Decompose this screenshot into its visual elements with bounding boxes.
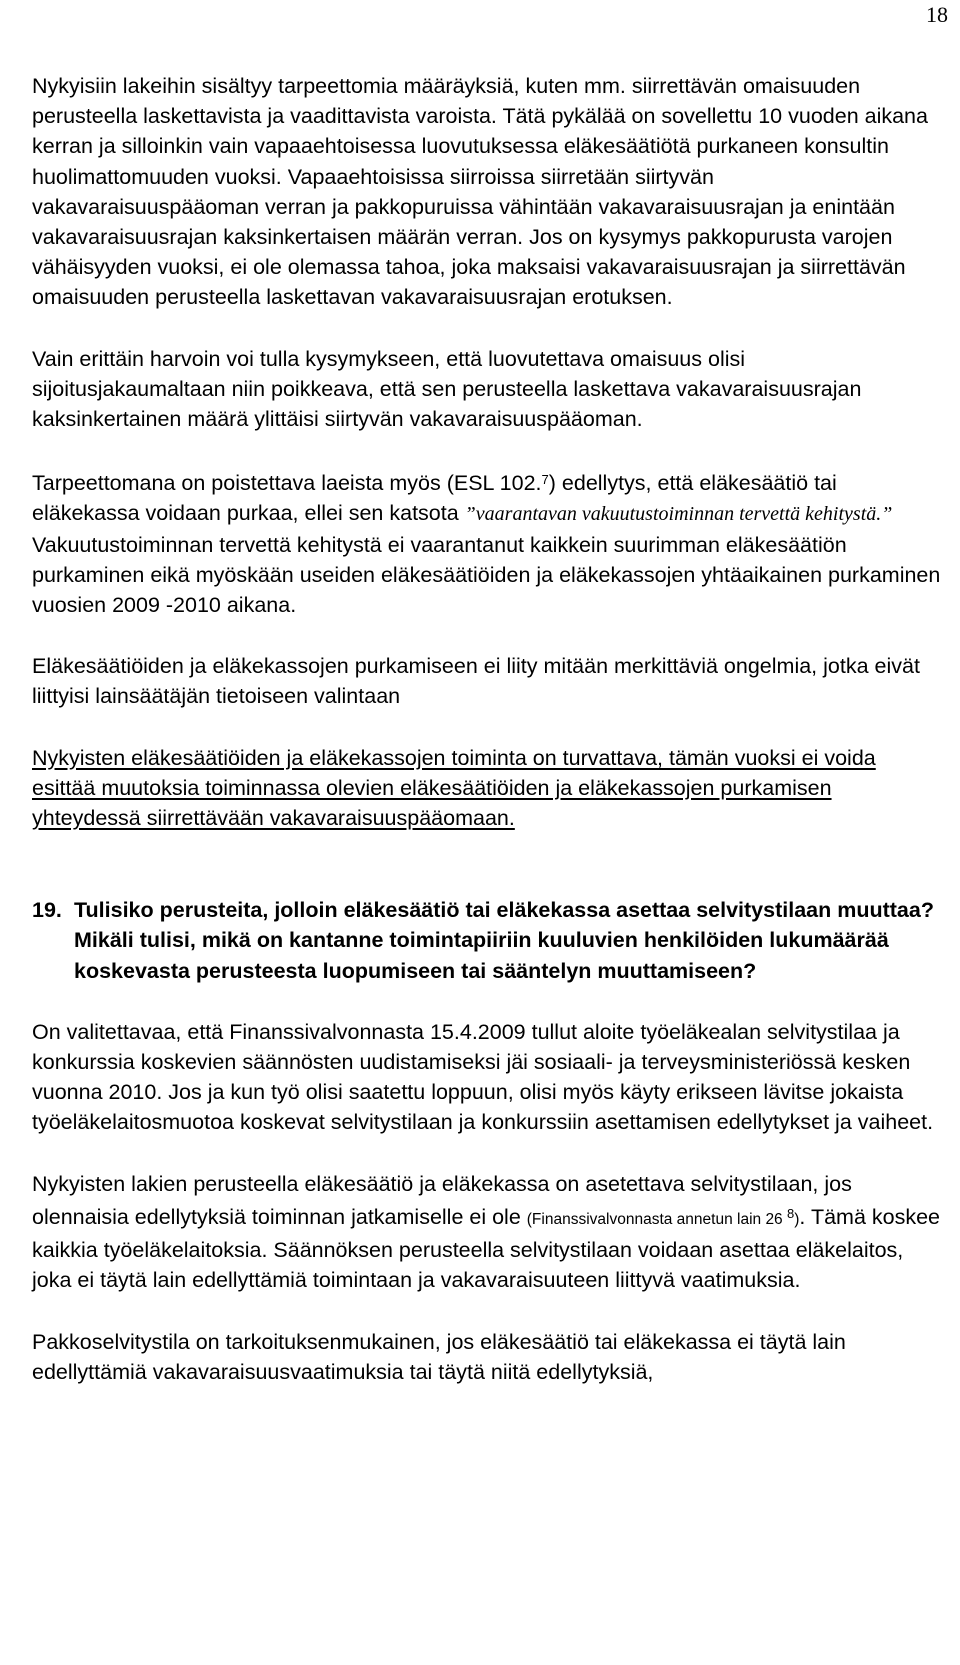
document-body — [32, 71, 942, 1418]
paragraph-unnecessary-provisions: Nykyisiin lakeihin sisältyy tarpeettomia määräyksiä, kuten mm. siirrettävän omaisuuden perusteella laskettavista ja vaadittavista varoista. Tätä pykälää on sovellettu 10 vuoden aikana kerran ja silloinkin vain vapaaehtoisessa luovutuksessa eläkesäätiötä purkaneen konsultin huolimattomuuden vuoksi. Vapaaehtoisissa siirroissa siirretään siirtyvän vakavaraisuuspääoman verran ja pakkopuruissa vähintään vakavaraisuusrajan ja enintään vakavaraisuusrajan kaksinkertaisen määrän verran. Jos on kysymys pakkopurusta varojen vähäisyyden vuoksi, ei ole olemassa tahoa, joka maksaisi vakavaraisuusrajan ja siirrettävän omaisuuden perusteella laskettavan vakavaraisuusrajan erotuksen. — [32, 74, 928, 310]
paragraph-forced-liquidation: Pakkoselvitystila on tarkoituksenmukainen, jos eläkesäätiö tai eläkekassa ei täytä lain edellyttämiä vakavaraisuusvaatimuksia tai täytä niitä edellytyksiä, — [32, 1329, 846, 1384]
paragraph-rare-cases: Vain erittäin harvoin voi tulla kysymykseen, että luovutettava omaisuus olisi sijoitusjakaumaltaan niin poikkeava, että sen perusteella laskettava vakavaraisuusrajan kaksinkertainen määrä ylittäisi siirtyvän vakavaraisuuspääoman. — [32, 346, 862, 432]
paragraph-no-problems: Eläkesäätiöiden ja eläkekassojen purkamiseen ei liity mitään merkittäviä ongelmia, jotka eivät liittyisi lainsäätäjän tietoiseen valintaan — [32, 654, 920, 709]
paragraph-current-laws-text-b: . Tämä koskee kaikkia työeläkelaitoksia. Säännöksen perusteella selvitystilaan voidaan asettaa eläkelaitos, joka ei täytä lain edellyttämiä toimintaan ja vakavaraisuuteen liittyvä vaatimuksia. — [32, 1204, 941, 1293]
paragraph-underlined-statement: Nykyisten eläkesäätiöiden ja eläkekassojen toiminta on turvattava, tämän vuoksi ei voida esittää muutoksia toiminnassa olevien eläkesäätiöiden ja eläkekassojen purkamisen yhteydessä siirrettävään vakavaraisuuspääomaan. — [32, 745, 876, 831]
footnote-ref-7[interactable]: 7 — [541, 472, 549, 488]
paragraph-esl-102-text-b: ) edellytys, että eläkesäätiö tai eläkekassa voidaan purkaa, ellei sen katsota — [32, 471, 837, 526]
question-number: 19. — [32, 898, 62, 923]
paragraph-esl-102-text-c: Vakuutustoiminnan tervettä kehitystä ei vaarantanut kaikkein suurimman eläkesäätiön purkaminen eikä myöskään useiden eläkesäätiöiden ja eläkekassojen yhtäaikainen purkaminen vuosien 2009 -2010 aikana. — [32, 532, 941, 618]
paragraph-current-laws-text-a: Nykyisten lakien perusteella eläkesäätiö ja eläkekassa on asetettava selvitystilaan, jos olennaisia edellytyksiä toiminnan jatkamiselle ei ole — [32, 1171, 852, 1229]
quoted-law-phrase: ”vaarantavan vakuutustoiminnan tervettä kehitystä.” — [464, 503, 893, 526]
law-reference-close: ) — [794, 1210, 800, 1228]
page-number: 18 — [926, 2, 948, 27]
paragraph-esl-102 — [32, 465, 942, 620]
paragraph-finanssivalvonta-initiative: On valitettavaa, että Finanssivalvonnasta 15.4.2009 tullut aloite työeläkealan selvitystilaa ja konkurssia koskevien säännösten uudistamiseksi jäi sosiaali- ja terveysministeriössä kesken vuonna 2010. Jos ja kun työ olisi saatettu loppuun, olisi myös käyty erikseen lävitse jokaista työeläkelaitosmuotoa koskevat selvitystilaan ja konkurssiin asettamisen edellytykset ja vaiheet. — [32, 1019, 934, 1135]
question-text: Tulisiko perusteita, jolloin eläkesäätiö tai eläkekassa asettaa selvitystilaan muuttaa? Mikäli tulisi, mikä on kantanne toimintapiiriin kuuluvien henkilöiden lukumäärää koskevasta perusteesta luopumiseen tai sääntelyn muuttamiseen? — [74, 898, 934, 983]
question-19 — [32, 895, 942, 986]
footnote-ref-8[interactable]: 8 — [787, 1205, 795, 1221]
paragraph-esl-102-text-a: Tarpeettomana on poistettava laeista myös (ESL 102. — [32, 471, 542, 496]
law-reference: (Finanssivalvonnasta annetun lain 26 — [526, 1210, 787, 1228]
paragraph-current-laws — [32, 1169, 942, 1296]
